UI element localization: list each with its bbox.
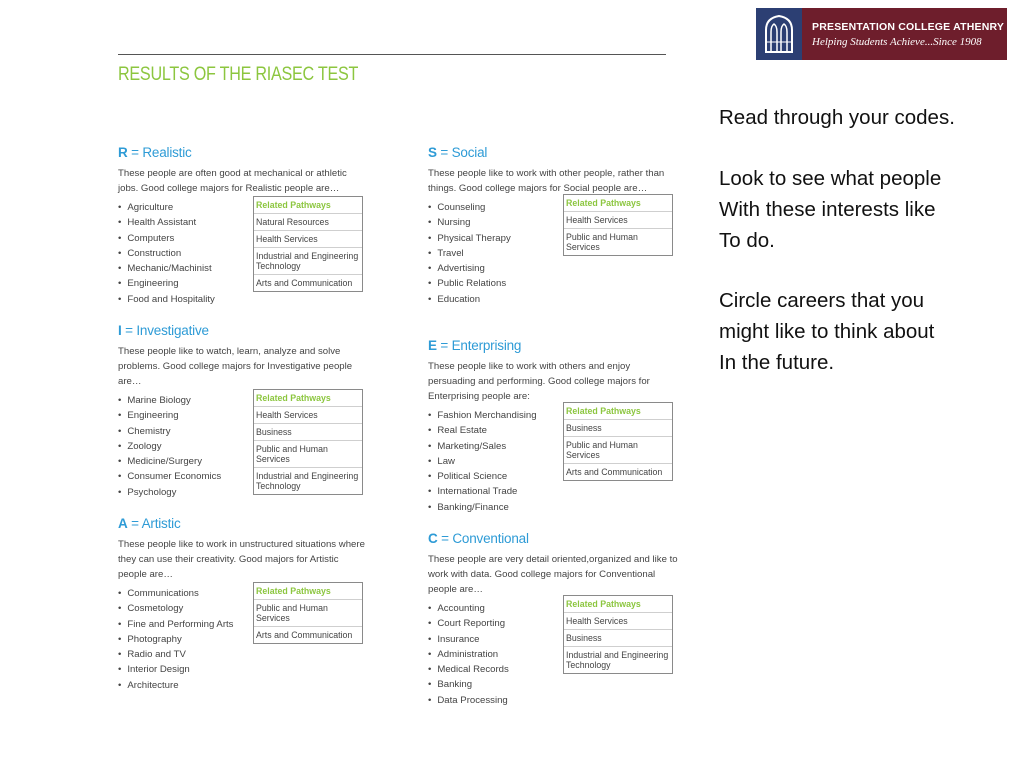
pathway-item: Natural Resources xyxy=(254,214,362,231)
related-pathways-box xyxy=(253,196,363,292)
section-description: These people like to work with others and enjoy persuading and performing. Good college majors for Enterprising people are: xyxy=(428,361,650,402)
major-item: • Nursing xyxy=(428,215,678,230)
section-body xyxy=(428,408,678,515)
pathways-heading: Related Pathways xyxy=(564,195,672,212)
section-name: Artistic xyxy=(141,516,181,531)
major-item: • Interior Design xyxy=(118,662,368,677)
pathway-item: Arts and Communication xyxy=(256,278,353,288)
riasec-section-artistic xyxy=(118,516,368,693)
section-name: Enterprising xyxy=(451,338,522,353)
section-name: Realistic xyxy=(142,145,192,160)
major-item: • Zoology xyxy=(118,439,368,454)
major-item: • Medical Records xyxy=(428,662,678,677)
riasec-section-social xyxy=(428,145,678,307)
pathway-item: Business xyxy=(564,420,672,437)
college-name: PRESENTATION COLLEGE ATHENRY xyxy=(812,20,1005,33)
pathways-heading: Related Pathways xyxy=(254,197,362,214)
pathway-item: Industrial and Engineering Technology xyxy=(254,248,362,275)
major-item: • Banking/Finance xyxy=(428,500,678,515)
chapel-window-icon xyxy=(756,8,802,60)
major-item: • Fine and Performing Arts xyxy=(118,617,368,632)
section-description: These people like to work in unstructured situations where they can use their creativity. Good majors for Artistic people are… xyxy=(118,539,365,580)
pathway-item: Business xyxy=(564,630,672,647)
instruction-paragraph xyxy=(719,102,955,133)
major-item: • Data Processing xyxy=(428,693,678,708)
section-heading: C = Conventional xyxy=(428,531,529,546)
pathway-item: Public and Human Services xyxy=(566,232,638,252)
major-item: • Marketing/Sales xyxy=(428,439,678,454)
major-item: • Public Relations xyxy=(428,276,678,291)
instruction-line: To do. xyxy=(719,229,775,252)
major-item: • Accounting xyxy=(428,601,678,616)
major-item: • Computers xyxy=(118,231,368,246)
instruction-line: Look to see what people xyxy=(719,167,942,190)
college-tagline: Helping Students Achieve...Since 1908 xyxy=(812,35,982,48)
pathway-item: Arts and Communication xyxy=(256,630,353,640)
pathway-item: Health Services xyxy=(564,613,672,630)
section-letter: C xyxy=(428,531,438,546)
riasec-section-investigative xyxy=(118,323,368,500)
section-description: These people like to work with other people, rather than things. Good college majors for Social people are… xyxy=(428,168,665,194)
section-letter: E xyxy=(428,338,437,353)
section-description: These people are very detail oriented,organized and like to work with data. Good college majors for Conventional people are… xyxy=(428,554,678,595)
pathway-item: Arts and Communication xyxy=(566,467,663,477)
major-item: • Administration xyxy=(428,647,678,662)
pathways-heading: Related Pathways xyxy=(254,583,362,600)
major-item: • Physical Therapy xyxy=(428,231,678,246)
pathway-item: Public and Human Services xyxy=(254,600,362,627)
pathway-item: Public and Human Services xyxy=(564,437,672,464)
major-item: • Photography xyxy=(118,632,368,647)
major-item: • Health Assistant xyxy=(118,215,368,230)
riasec-section-conventional xyxy=(428,531,678,708)
title-rule xyxy=(118,54,666,55)
major-item: • Fashion Merchandising xyxy=(428,408,678,423)
section-letter: A xyxy=(118,516,128,531)
major-item: • Real Estate xyxy=(428,423,678,438)
major-item: • Agriculture xyxy=(118,200,368,215)
instruction-line: With these interests like xyxy=(719,198,936,221)
major-item: • Mechanic/Machinist xyxy=(118,261,368,276)
pathway-item: Health Services xyxy=(254,231,362,248)
instruction-line: Circle careers that you xyxy=(719,289,925,312)
pathways-heading: Related Pathways xyxy=(254,390,362,407)
related-pathways-box xyxy=(563,402,673,481)
pathway-item: Industrial and Engineering Technology xyxy=(566,650,669,670)
major-item: • Psychology xyxy=(118,485,368,500)
related-pathways-box xyxy=(563,194,673,256)
section-name: Investigative xyxy=(136,323,209,338)
major-item: • Cosmetology xyxy=(118,601,368,616)
major-item: • Consumer Economics xyxy=(118,469,368,484)
major-item: • Communications xyxy=(118,586,368,601)
major-item: • Court Reporting xyxy=(428,616,678,631)
instruction-line: In the future. xyxy=(719,351,835,374)
section-body xyxy=(118,200,368,307)
major-item: • Medicine/Surgery xyxy=(118,454,368,469)
major-item: • Engineering xyxy=(118,408,368,423)
related-pathways-box xyxy=(253,389,363,495)
related-pathways-box xyxy=(253,582,363,644)
section-heading: A = Artistic xyxy=(118,516,181,531)
major-item: • Radio and TV xyxy=(118,647,368,662)
section-body xyxy=(428,601,678,708)
major-item: • Food and Hospitality xyxy=(118,292,368,307)
instruction-line: might like to think about xyxy=(719,320,935,343)
section-description: These people are often good at mechanical or athletic jobs. Good college majors for Realistic people are… xyxy=(118,168,347,194)
instruction-paragraph xyxy=(719,163,941,256)
pathway-item: Health Services xyxy=(254,407,362,424)
section-letter: R xyxy=(118,145,128,160)
major-item: • Counseling xyxy=(428,200,678,215)
riasec-section-enterprising xyxy=(428,338,678,515)
major-item: • Law xyxy=(428,454,678,469)
pathway-item: Health Services xyxy=(564,212,672,229)
pathways-heading: Related Pathways xyxy=(564,403,672,420)
section-body xyxy=(118,393,368,500)
major-item: • Education xyxy=(428,292,678,307)
major-item: • Chemistry xyxy=(118,424,368,439)
major-item: • Banking xyxy=(428,677,678,692)
section-name: Conventional xyxy=(452,531,529,546)
major-item: • Marine Biology xyxy=(118,393,368,408)
major-item: • International Trade xyxy=(428,484,678,499)
related-pathways-box xyxy=(563,595,673,674)
instruction-line: Read through your codes. xyxy=(719,106,955,129)
major-item: • Engineering xyxy=(118,276,368,291)
section-letter: I xyxy=(118,323,122,338)
major-item: • Architecture xyxy=(118,678,368,693)
instruction-paragraph xyxy=(719,285,934,378)
major-item: • Political Science xyxy=(428,469,678,484)
major-item: • Advertising xyxy=(428,261,678,276)
major-item: • Travel xyxy=(428,246,678,261)
section-heading: S = Social xyxy=(428,145,488,160)
major-item: • Insurance xyxy=(428,632,678,647)
section-name: Social xyxy=(451,145,488,160)
section-body xyxy=(118,586,368,693)
pathway-item: Public and Human Services xyxy=(254,441,362,468)
section-letter: S xyxy=(428,145,437,160)
pathway-item: Industrial and Engineering Technology xyxy=(256,471,359,491)
section-description: These people like to watch, learn, analyze and solve problems. Good college majors for Investigative people are… xyxy=(118,346,353,387)
riasec-section-realistic xyxy=(118,145,368,307)
section-heading: I = Investigative xyxy=(118,323,209,338)
section-heading: E = Enterprising xyxy=(428,338,522,353)
document-title: RESULTS OF THE RIASEC TEST xyxy=(118,64,359,85)
college-logo xyxy=(756,8,1007,60)
pathway-item: Business xyxy=(254,424,362,441)
pathways-heading: Related Pathways xyxy=(564,596,672,613)
section-heading: R = Realistic xyxy=(118,145,192,160)
section-body xyxy=(428,200,678,307)
major-item: • Construction xyxy=(118,246,368,261)
